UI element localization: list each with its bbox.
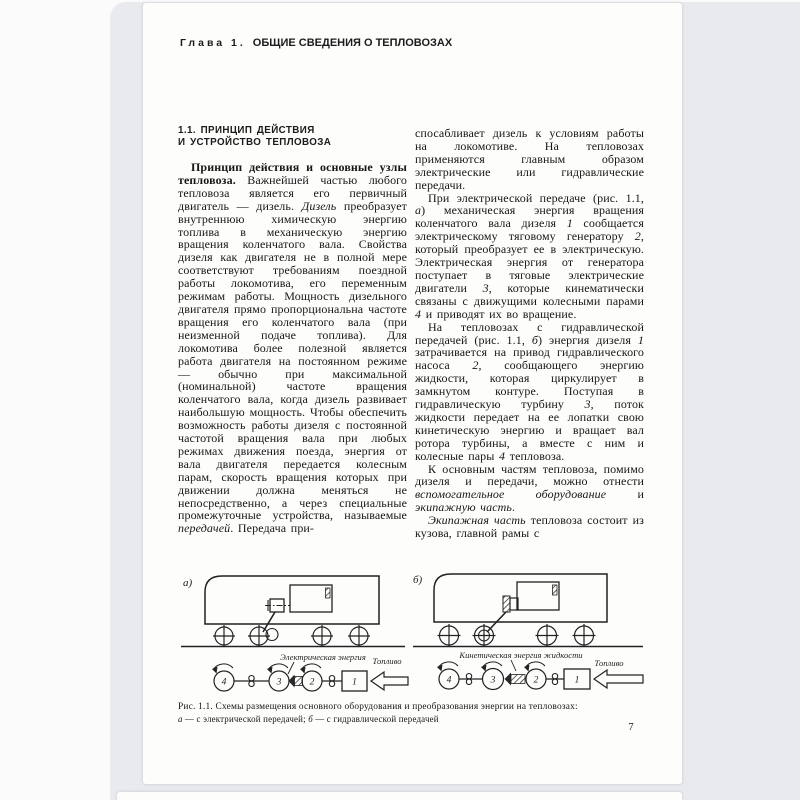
- section-heading-line1: 1.1. ПРИНЦИП ДЕЙСТВИЯ: [178, 125, 315, 136]
- rotation-arrow-icon: [267, 664, 288, 674]
- rotation-arrow-icon: [437, 662, 458, 672]
- fuel-label: Топливо: [594, 658, 624, 668]
- book-page: [143, 3, 682, 784]
- wheel: [438, 624, 461, 647]
- rotation-arrow-icon: [212, 664, 233, 674]
- fuel-label: Топливо: [372, 656, 402, 666]
- energy-arrowhead: [289, 675, 295, 688]
- fuel-arrow-icon: [594, 670, 643, 688]
- engine-detail: [326, 588, 331, 598]
- unit-number: 4: [446, 675, 452, 686]
- rotation-arrow-icon: [524, 662, 545, 672]
- wheel: [536, 624, 559, 647]
- unit-number: 3: [490, 675, 496, 686]
- figure-diagram-electric: [175, 571, 413, 698]
- unit-number: 1: [574, 675, 580, 686]
- unit-number: 2: [533, 675, 539, 686]
- unit-number: 1: [352, 677, 357, 688]
- locomotive-body: [434, 574, 607, 622]
- figure-caption-legend: а — с электрической передачей; б — с гидравлической передачей: [178, 713, 439, 724]
- energy-flow-label: Кинетическая энергия жидкости: [459, 650, 583, 660]
- wheel: [348, 625, 370, 647]
- engine-detail: [553, 585, 558, 595]
- unit-number: 2: [309, 677, 315, 688]
- body-paragraph: На тепловозах с гидравлической передачей (рис. 1.1, б) энергия дизеля 1 затрачивается на привод гидравлического насоса 2, сообщающего энергию жидкости, которая циркулирует в замкнутом контуре. Поступая в гидравлическую турбину 3, поток жидкости передает на ее лопатки свою кинетическую энергию и вращает вал ротора турбины, а вместе с ним и колесные пары 4 тепловоза.: [415, 319, 644, 463]
- chapter-header: [180, 37, 452, 49]
- page-number: 7: [628, 722, 634, 733]
- unit-number: 3: [276, 677, 282, 688]
- left-column: [178, 125, 407, 535]
- energy-arrow-shaft: [295, 677, 303, 686]
- diagram-b-label: б): [413, 574, 423, 586]
- fuel-arrow-icon: [371, 672, 408, 690]
- chapter-title: ОБЩИЕ СВЕДЕНИЯ О ТЕПЛОВОЗАХ: [252, 37, 453, 49]
- energy-flow-label: Электрическая энергия: [280, 652, 366, 662]
- unit-number: 4: [221, 677, 227, 688]
- rotation-arrow-icon: [300, 664, 321, 674]
- body-paragraph: спосабливает дизель к условиям работы на локомотиве. На тепловозах применяются главным образом электрические или гидравлические передачи.: [415, 126, 644, 192]
- wheel: [213, 625, 235, 647]
- section-heading-line2: И УСТРОЙСТВО ТЕПЛОВОЗА: [178, 137, 332, 148]
- body-paragraph: Экипажная часть тепловоза состоит из кузова, главной рамы с: [415, 513, 644, 541]
- wheel: [573, 624, 596, 647]
- figure-caption: [178, 702, 658, 725]
- body-paragraph: При электрической передаче (рис. 1.1, а) механическая энергия вращения коленчатого вала дизеля 1 сообщается электрическому тяговому генератору 2, который преобразует ее в электрическую. Электрическая энергия от генератора поступает в тяговые электрические двигатели 3, которые кинематически связаны с движущими колесными парами 4 и приводят их во вращение.: [415, 190, 644, 321]
- chapter-number: Глава 1.: [180, 37, 246, 49]
- section-heading: [178, 125, 407, 149]
- locomotive-body: [205, 576, 379, 624]
- body-paragraph: Принцип действия и основные узлы тепловоза. Важнейшей частью любого тепловоза является его первичный двигатель — дизель. Дизель преобразует внутреннюю химическую энергию топлива в механическую энергию вращения коленчатого вала. Свойства дизеля как двигателя не в полной мере соответствуют требованиям поездной работы локомотива, его переменным режимам работы. Мощность дизельного двигателя прямо пропорциональна частоте вращения его коленчатого вала (при неизменной подаче топлива). Для локомотива более полезной является работа двигателя на постоянном режиме — обычно при максимальной (номинальной) частоте вращения коленчатого вала, когда дизель развивает наибольшую мощность. Чтобы обеспечить возможность работы дизеля с постоянной частотой вращения вала при любых режимах движения поезда, энергия от вала двигателя передается колесным парам, скорость вращения которых при движении должна меняться не непосредственно, а через специальные промежуточные устройства, называемые передачей. Передача при-: [178, 160, 408, 536]
- leader-line: [511, 660, 516, 671]
- right-column: [415, 127, 644, 540]
- hydraulic-pump-box: [503, 596, 510, 612]
- figure-diagram-hydraulic: [411, 571, 649, 698]
- energy-arrow-shaft: [511, 675, 525, 684]
- diagram-a-label: а): [183, 577, 193, 589]
- leader-line: [288, 662, 294, 674]
- energy-arrowhead: [505, 673, 512, 686]
- wheel: [311, 625, 333, 647]
- next-page-edge: [117, 792, 682, 800]
- body-paragraph: К основным частям тепловоза, помимо дизеля и передачи, можно отнести вспомогательное оборудование и экипажную часть.: [415, 461, 644, 515]
- figure-caption-title: Рис. 1.1. Схемы размещения основного оборудования и преобразования энергии на тепловозах:: [178, 702, 578, 712]
